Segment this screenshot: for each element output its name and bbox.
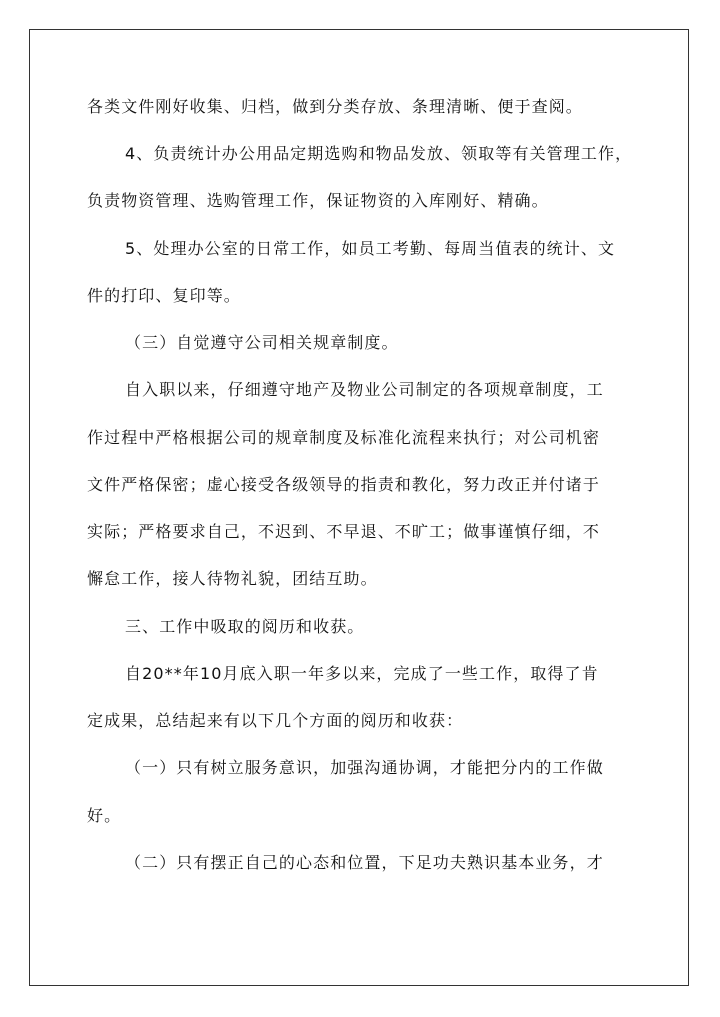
text-line-3: 负责物资管理、选购管理工作，保证物资的入库刚好、精确。 (87, 191, 549, 210)
text-line-1: 各类文件刚好收集、归档，做到分类存放、条理清晰、便于查阅。 (87, 97, 583, 116)
page-border (29, 29, 689, 986)
text-line-16: 好。 (87, 806, 122, 825)
text-line-11: 懈怠工作，接人待物礼貌，团结互助。 (87, 569, 378, 588)
chapter-heading-3: 三、工作中吸取的阅历和收获。 (125, 617, 365, 636)
text-line-17: （二）只有摆正自己的心态和位置，下足功夫熟识基本业务，才 (125, 853, 604, 872)
text-line-4: 5、处理办公室的日常工作，如员工考勤、每周当值表的统计、文 (125, 239, 616, 258)
text-line-2: 4、负责统计办公用品定期选购和物品发放、领取等有关管理工作， (125, 144, 633, 163)
text-line-15: （一）只有树立服务意识，加强沟通协调，才能把分内的工作做 (125, 758, 604, 777)
text-line-9: 文件严格保密；虚心接受各级领导的指责和教化，努力改正并付诸于 (87, 475, 601, 494)
text-line-14: 定成果，总结起来有以下几个方面的阅历和收获： (87, 711, 464, 730)
text-line-10: 实际；严格要求自己，不迟到、不早退、不旷工；做事谨慎仔细，不 (87, 522, 601, 541)
text-line-5: 件的打印、复印等。 (87, 286, 241, 305)
text-line-7: 自入职以来，仔细遵守地产及物业公司制定的各项规章制度，工 (125, 380, 604, 399)
text-line-8: 作过程中严格根据公司的规章制度及标准化流程来执行；对公司机密 (87, 428, 601, 447)
section-heading-3: （三）自觉遵守公司相关规章制度。 (125, 333, 399, 352)
text-line-13: 自20**年10月底入职一年多以来，完成了一些工作，取得了肯 (125, 664, 599, 683)
